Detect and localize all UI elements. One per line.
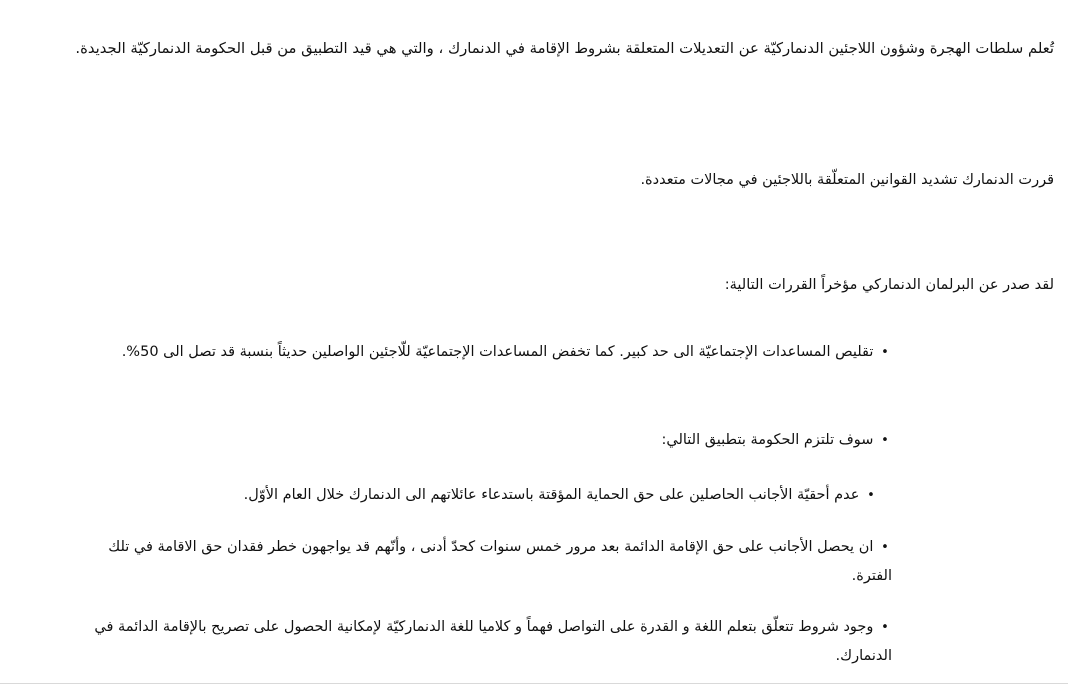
bullet-text: تقليص المساعدات الإجتماعيّة الى حد كبير. كما تخفض المساعدات الإجتماعيّة للّاجئين الواصلين حديثاً بنسبة قد تصل الى 50%. <box>121 344 874 360</box>
bullet-text: عدم أحقيّة الأجانب الحاصلين على حق الحماية المؤقتة باستدعاء عائلاتهم الى الدنمارك خلال العام الأوّل. <box>243 487 860 503</box>
bullet-dot-icon: • <box>881 620 889 635</box>
bullet-item <box>70 533 892 591</box>
bullet-dot-icon: • <box>867 488 875 503</box>
bullet-item <box>70 613 892 671</box>
bullet-item <box>88 480 878 511</box>
bullet-text: ان يحصل الأجانب على حق الإقامة الدائمة بعد مرور خمس سنوات كحدّ أدنى ، وأنّهم قد يواجهون خطر فقدان حق الاقامة في تلك الفترة. <box>108 539 892 584</box>
bullet-dot-icon: • <box>881 433 889 448</box>
bullet-text: سوف تلتزم الحكومة بتطبيق التالي: <box>661 432 874 448</box>
bullet-item <box>62 425 892 456</box>
intro-paragraph: تُعلم سلطات الهجرة وشؤون اللاجئين الدنماركيّة عن التعديلات المتعلقة بشروط الإقامة في الدنمارك ، والتي هي قيد التطبيق من قبل الحكومة الدنماركيّة الجديدة. <box>75 40 1054 57</box>
bullet-text: وجود شروط تتعلّق بتعلم اللغة و القدرة على التواصل فهماً و كلاميا للغة الدنماركيّة لإمكانية الحصول على تصريح بالإقامة الدائمة في الدنمارك. <box>94 619 892 664</box>
bullet-dot-icon: • <box>881 540 889 555</box>
bullet-item <box>62 328 892 377</box>
decision-paragraph: قررت الدنمارك تشديد القوانين المتعلّقة باللاجئين في مجالات متعددة. <box>640 172 1054 188</box>
bullet-dot-icon: • <box>881 345 889 360</box>
parliament-paragraph: لقد صدر عن البرلمان الدنماركي مؤخراً القررات التالية: <box>724 277 1054 293</box>
